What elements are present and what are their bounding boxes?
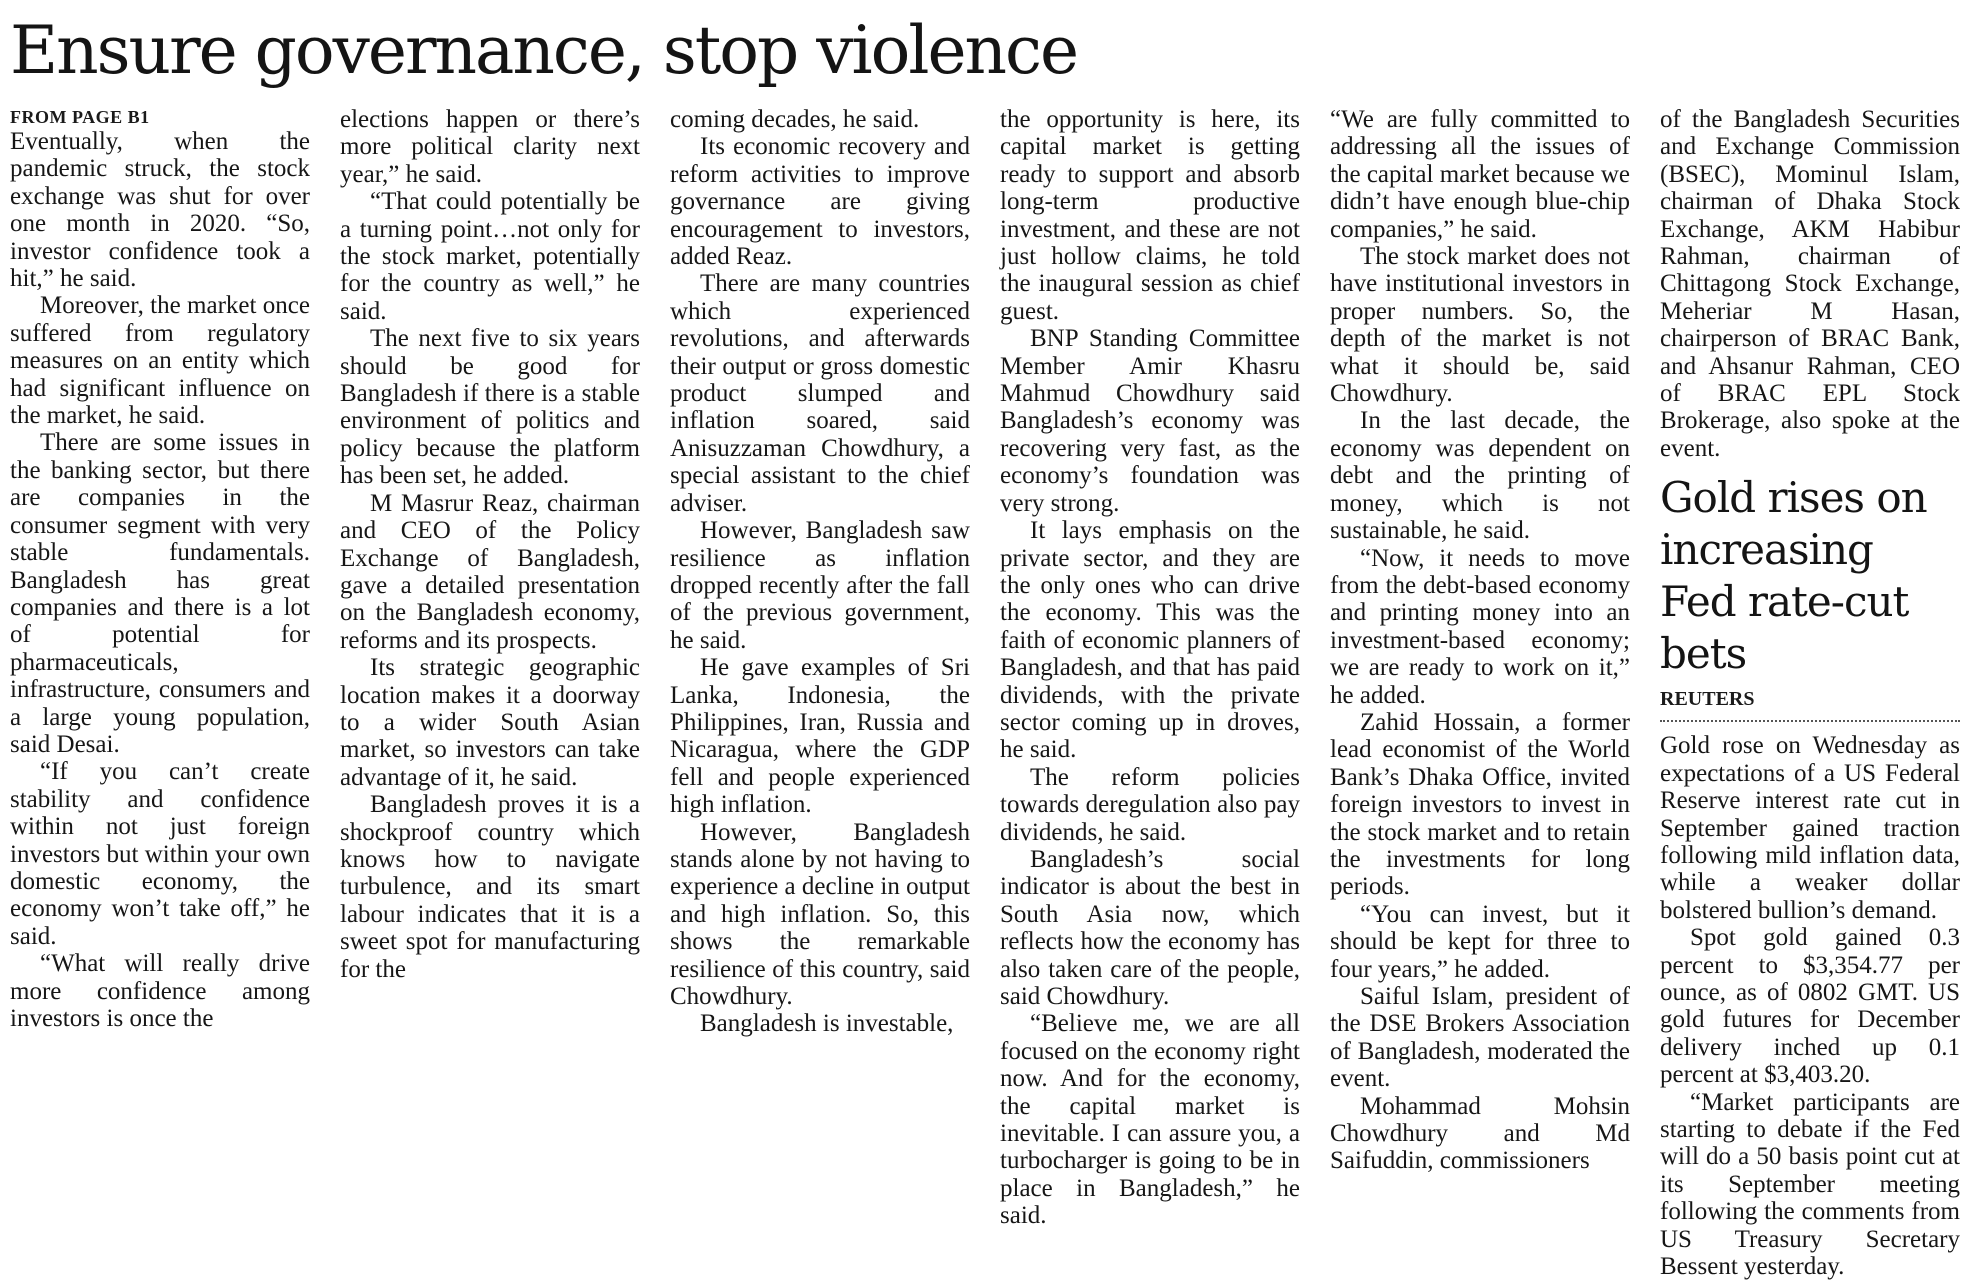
- article-column-3: [670, 106, 970, 1038]
- side-story-byline: REUTERS: [1660, 686, 1960, 722]
- side-story-paragraph: “Market participants are starting to debate if the Fed will do a 50 basis point cut at its September meeting following the comments from US Treasury Secretary Bessent yesterday.: [1660, 1088, 1960, 1280]
- article-paragraph: However, Bangladesh saw resilience as inflation dropped recently after the fall of the previous government, he said.: [670, 517, 970, 654]
- article-paragraph: However, Bangladesh stands alone by not having to experience a decline in output and high inflation. So, this shows the remarkable resilience of this country, said Chowdhury.: [670, 818, 970, 1010]
- article-paragraph: Mohammad Mohsin Chowdhury and Md Saifuddin, commissioners: [1330, 1092, 1630, 1175]
- from-page-kicker: FROM PAGE B1: [10, 107, 150, 127]
- article-paragraph: BNP Standing Committee Member Amir Khasru Mahmud Chowdhury said Bangladesh’s economy was recovering very fast, as the economy’s foundation was very strong.: [1000, 325, 1300, 517]
- article-paragraph: “That could potentially be a turning point…not only for the stock market, potentially for the country as well,” he said.: [340, 188, 640, 325]
- article-paragraph: M Masrur Reaz, chairman and CEO of the Policy Exchange of Bangladesh, gave a detailed presentation on the Bangladesh economy, reforms and its prospects.: [340, 489, 640, 654]
- article-paragraph: Bangladesh’s social indicator is about the best in South Asia now, which reflects how the economy has also taken care of the people, said Chowdhury.: [1000, 845, 1300, 1010]
- article-paragraph: Eventually, when the pandemic struck, the stock exchange was shut for over one month in 2020. “So, investor confidence took a hit,” he said.: [10, 128, 310, 293]
- article-paragraph: Bangladesh proves it is a shockproof country which knows how to navigate turbulence, and its smart labour indicates that it is a sweet spot for manufacturing for the: [340, 791, 640, 983]
- article-paragraph: The stock market does not have institutional investors in proper numbers. So, the depth of the market is not what it should be, said Chowdhury.: [1330, 243, 1630, 408]
- side-story-paragraph: Spot gold gained 0.3 percent to $3,354.77 per ounce, as of 0802 GMT. US gold futures for December delivery inched up 0.1 percent at $3,403.20.: [1660, 924, 1960, 1089]
- article-column-4: [1000, 106, 1300, 1230]
- article-paragraph: Moreover, the market once suffered from regulatory measures on an entity which had significant influence on the market, he said.: [10, 292, 310, 430]
- article-column-2: [340, 106, 640, 983]
- article-column-5: [1330, 106, 1630, 1175]
- article-paragraph: In the last decade, the economy was dependent on debt and the printing of money, which is not sustainable, he said.: [1330, 407, 1630, 545]
- article-column-1: [10, 106, 310, 1032]
- article-paragraph: “If you can’t create stability and confidence within not just foreign investors but within your own domestic economy, the economy won’t take off,” he said.: [10, 758, 310, 950]
- article-paragraph: He gave examples of Sri Lanka, Indonesia, the Philippines, Iran, Russia and Nicaragua, where the GDP fell and people experienced high inflation.: [670, 654, 970, 819]
- article-paragraph: There are many countries which experienced revolutions, and afterwards their output or gross domestic product slumped and inflation soared, said Anisuzzaman Chowdhury, a special assistant to the chief adviser.: [670, 270, 970, 517]
- article-paragraph: “You can invest, but it should be kept for three to four years,” he added.: [1330, 900, 1630, 983]
- article-column-6: [1660, 106, 1960, 1280]
- article-paragraph: The next five to six years should be good for Bangladesh if there is a stable environment of politics and policy because the platform has been set, he added.: [340, 325, 640, 490]
- article-paragraph: elections happen or there’s more political clarity next year,” he said.: [340, 106, 640, 188]
- article-paragraph: “We are fully committed to addressing all the issues of the capital market because we didn’t have enough blue-chip companies,” he said.: [1330, 106, 1630, 243]
- side-story-headline: Gold rises on increasing Fed rate-cut bets: [1660, 473, 1927, 679]
- article-paragraph: It lays emphasis on the private sector, and they are the only ones who can drive the economy. This was the faith of economic planners of Bangladesh, and that has paid dividends, with the private sector coming up in droves, he said.: [1000, 517, 1300, 764]
- article-paragraph: “What will really drive more confidence among investors is once the: [10, 950, 310, 1032]
- side-story-paragraph: Gold rose on Wednesday as expectations of a US Federal Reserve interest rate cut in September gained traction following mild inflation data, while a weaker dollar bolstered bullion’s demand.: [1660, 732, 1960, 924]
- article-paragraph: The reform policies towards deregulation also pay dividends, he said.: [1000, 763, 1300, 846]
- article-paragraph: coming decades, he said.: [670, 106, 920, 133]
- page-headline: Ensure governance, stop violence: [10, 12, 1078, 89]
- article-paragraph: Zahid Hossain, a former lead economist of the World Bank’s Dhaka Office, invited foreign investors to invest in the stock market and to retain the investments for long periods.: [1330, 708, 1630, 901]
- article-paragraph: “Believe me, we are all focused on the economy right now. And for the economy, the capital market is inevitable. I can assure you, a turbocharger is going to be in place in Bangladesh,” he said.: [1000, 1010, 1300, 1230]
- article-paragraph: Its strategic geographic location makes it a doorway to a wider South Asian market, so investors can take advantage of it, he said.: [340, 654, 640, 791]
- article-paragraph: Its economic recovery and reform activities to improve governance are giving encouragement to investors, added Reaz.: [670, 133, 970, 271]
- article-paragraph: Bangladesh is investable,: [700, 1010, 954, 1038]
- article-paragraph: “Now, it needs to move from the debt-based economy and printing money into an investment-based economy; we are ready to work on it,” he added.: [1330, 544, 1630, 709]
- article-paragraph: There are some issues in the banking sector, but there are companies in the consumer segment with very stable fundamentals. Bangladesh has great companies and there is a lot of potential for pharmaceuticals, infrastructure, consumers and a large young population, said Desai.: [10, 429, 310, 758]
- article-paragraph: of the Bangladesh Securities and Exchange Commission (BSEC), Mominul Islam, chairman of Dhaka Stock Exchange, AKM Habibur Rahman, chairman of Chittagong Stock Exchange, Meheriar M Hasan, chairperson of BRAC Bank, and Ahsanur Rahman, CEO of BRAC EPL Stock Brokerage, also spoke at the event.: [1660, 106, 1960, 462]
- article-paragraph: Saiful Islam, president of the DSE Brokers Association of Bangladesh, moderated the event.: [1330, 983, 1630, 1093]
- article-paragraph: the opportunity is here, its capital market is getting ready to support and absorb long-term productive investment, and these are not just hollow claims, he told the inaugural session as chief guest.: [1000, 106, 1300, 325]
